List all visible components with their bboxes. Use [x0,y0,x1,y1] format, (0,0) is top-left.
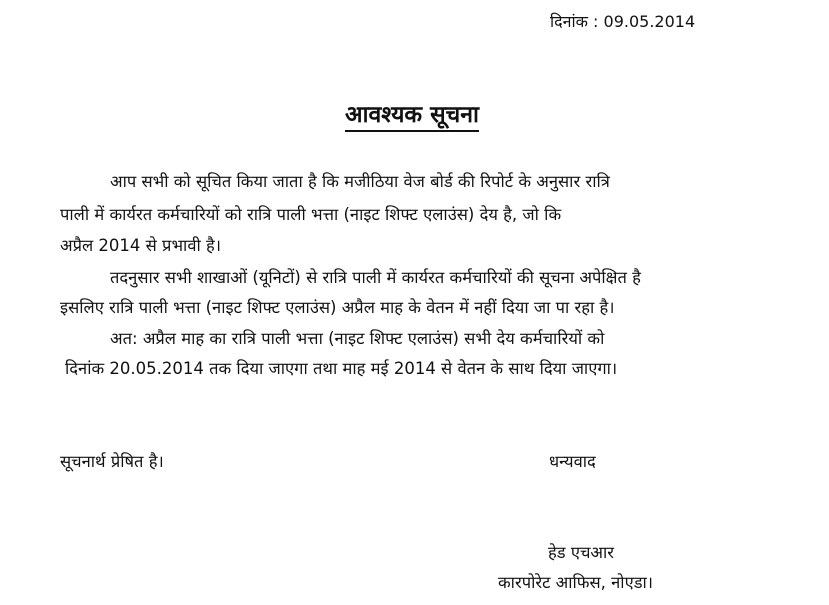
body-line-2: पाली में कार्यरत कर्मचारियों को रात्रि पाली भत्ता (नाइट शिफ्ट एलाउंस) देय है, जो कि [60,205,562,224]
body-line-6: अत: अप्रैल माह का रात्रि पाली भत्ता (नाइट शिफ्ट एलाउंस) सभी देय कर्मचारियों को [110,329,605,348]
signature-office: कारपोरेट आफिस, नोएडा। [498,573,654,592]
body-line-5: इसलिए रात्रि पाली भत्ता (नाइट शिफ्ट एलाउंस) अप्रैल माह के वेतन में नहीं दिया जा पा रहा है। [60,298,615,317]
notice-title: आवश्यक सूचना [345,101,479,132]
body-line-1: आप सभी को सूचित किया जाता है कि मजीठिया वेज बोर्ड की रिपोर्ट के अनुसार रात्रि [110,172,610,191]
body-line-3: अप्रैल 2014 से प्रभावी है। [60,236,222,255]
footer-note: सूचनार्थ प्रेषित है। [60,452,164,471]
notice-date: दिनांक : 09.05.2014 [550,12,696,31]
body-line-7: दिनांक 20.05.2014 तक दिया जाएगा तथा माह मई 2014 से वेतन के साथ दिया जाएगा। [65,359,618,378]
signature-designation: हेड एचआर [548,543,615,562]
body-line-4: तदनुसार सभी शाखाओं (यूनिटों) से रात्रि पाली में कार्यरत कर्मचारियों की सूचना अपेक्षित है [110,268,641,287]
thanks-text: धन्यवाद [549,452,596,471]
